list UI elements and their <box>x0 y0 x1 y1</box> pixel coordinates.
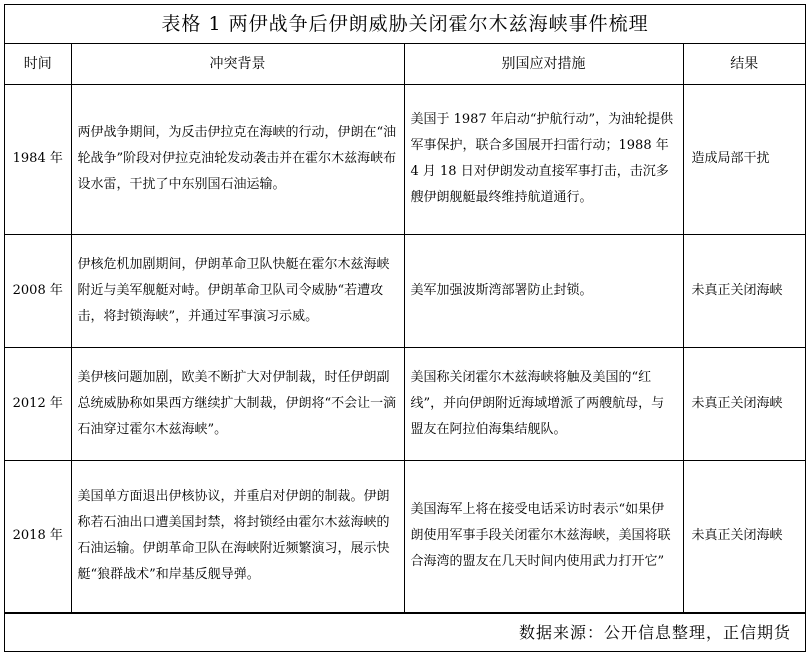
row-response: 美国称关闭霍尔木兹海峡将触及美国的“红线”，并向伊朗附近海域增派了两艘航母，与盟友在阿拉伯海集结舰队。 <box>404 347 683 460</box>
row-time: 2018 年 <box>5 460 71 612</box>
row-response: 美国于 1987 年启动“护航行动”，为油轮提供军事保护，联合多国展开扫雷行动；1988 年 4 月 18 日对伊朗发动直接军事打击，击沉多艘伊朗舰艇最终维持航道通行。 <box>404 84 683 234</box>
row-time: 1984 年 <box>5 84 71 234</box>
header-background: 冲突背景 <box>71 44 404 84</box>
table-title: 表格 1 两伊战争后伊朗威胁关闭霍尔木兹海峡事件梳理 <box>5 5 805 44</box>
header-response: 别国应对措施 <box>404 44 683 84</box>
row-response: 美军加强波斯湾部署防止封锁。 <box>404 234 683 347</box>
table-row <box>5 84 805 234</box>
header-time: 时间 <box>5 44 71 84</box>
row-background: 美国单方面退出伊核协议，并重启对伊朗的制裁。伊朗称若石油出口遭美国封禁，将封锁经由霍尔木兹海峡的石油运输。伊朗革命卫队在海峡附近频繁演习，展示快艇“狼群战术”和岸基反舰导弹。 <box>71 460 404 612</box>
events-table <box>5 44 805 613</box>
row-background: 两伊战争期间，为反击伊拉克在海峡的行动，伊朗在“油轮战争”阶段对伊拉克油轮发动袭击并在霍尔木兹海峡布设水雷，干扰了中东别国石油运输。 <box>71 84 404 234</box>
table-frame <box>4 4 806 652</box>
table-row <box>5 347 805 460</box>
row-time: 2012 年 <box>5 347 71 460</box>
row-result: 造成局部干扰 <box>683 84 805 234</box>
row-background: 伊核危机加剧期间，伊朗革命卫队快艇在霍尔木兹海峡附近与美军舰艇对峙。伊朗革命卫队司令威胁“若遭攻击，将封锁海峡”，并通过军事演习示威。 <box>71 234 404 347</box>
data-source-note: 数据来源：公开信息整理，正信期货 <box>5 613 805 651</box>
row-result: 未真正关闭海峡 <box>683 460 805 612</box>
row-result: 未真正关闭海峡 <box>683 234 805 347</box>
row-response: 美国海军上将在接受电话采访时表示“如果伊朗使用军事手段关闭霍尔木兹海峡，美国将联合海湾的盟友在几天时间内使用武力打开它” <box>404 460 683 612</box>
row-background: 美伊核问题加剧，欧美不断扩大对伊制裁，时任伊朗副总统威胁称如果西方继续扩大制裁，伊朗将“不会让一滴石油穿过霍尔木兹海峡”。 <box>71 347 404 460</box>
row-time: 2008 年 <box>5 234 71 347</box>
row-result: 未真正关闭海峡 <box>683 347 805 460</box>
table-row <box>5 460 805 612</box>
header-row <box>5 44 805 84</box>
table-row <box>5 234 805 347</box>
header-result: 结果 <box>683 44 805 84</box>
